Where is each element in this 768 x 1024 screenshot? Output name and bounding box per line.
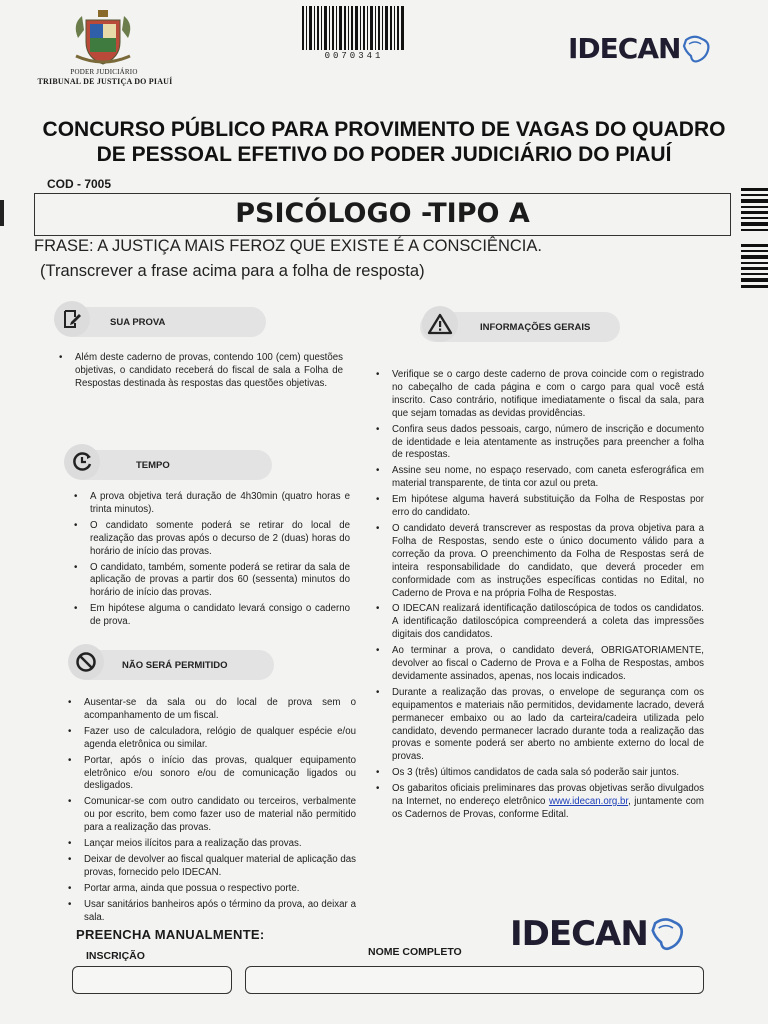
list-item: • Os 3 (três) últimos candidatos de cada sala só poderão sair juntos. bbox=[376, 767, 704, 780]
margin-mark bbox=[0, 200, 4, 226]
phrase-instruction: (Transcrever a frase acima para a folha de resposta) bbox=[40, 262, 425, 280]
nao-sera-permitido-list bbox=[68, 697, 356, 928]
section-header-tempo bbox=[70, 450, 272, 480]
barcode-icon bbox=[300, 6, 408, 50]
section-header-informacoes-gerais bbox=[420, 312, 620, 342]
list-item: • Portar arma, ainda que possua o respectivo porte. bbox=[68, 883, 356, 896]
list-item: • Além deste caderno de provas, contendo 100 (cem) questões objetivas, o candidato receberá do fiscal de sala a Folha de Respostas destinada às respostas das questões objetivas. bbox=[59, 352, 343, 391]
section-label: TEMPO bbox=[136, 460, 170, 471]
prohibited-icon bbox=[68, 644, 104, 680]
idecan-website-link[interactable]: www.idecan.org.br bbox=[548, 796, 629, 808]
warning-icon bbox=[422, 306, 458, 342]
list-item: • Lançar meios ilícitos para a realização das provas. bbox=[68, 838, 356, 851]
section-header-nao-sera-permitido bbox=[74, 650, 274, 680]
brazil-map-icon bbox=[648, 916, 686, 952]
list-item: • O IDECAN realizará identificação datiloscópica de todos os candidatos. A identificação datiloscópica compreenderá a coleta das impressões digitais dos candidatos. bbox=[376, 603, 704, 642]
coat-of-arms-icon bbox=[68, 8, 138, 68]
edit-icon bbox=[54, 301, 90, 337]
item-text: Os gabaritos oficiais preliminares das provas objetivas serão divulgados na Internet, no endereço eletrônico bbox=[392, 783, 704, 808]
list-item: • Comunicar-se com outro candidato ou terceiros, verbalmente ou por escrito, bem como fazer uso de material não permitido para a realização das provas. bbox=[68, 796, 356, 835]
list-item: • Deixar de devolver ao fiscal qualquer material de aplicação das provas, fornecido pelo IDECAN. bbox=[68, 854, 356, 880]
list-item: • Ausentar-se da sala ou do local de prova sem o acompanhamento de um fiscal. bbox=[68, 697, 356, 723]
brazil-map-icon bbox=[680, 34, 712, 64]
idecan-logo-top bbox=[568, 32, 712, 65]
court-name-line1: PODER JUDICIÁRIO bbox=[70, 68, 138, 76]
logo-text: IDECAN bbox=[510, 914, 648, 954]
role-title: PSICÓLOGO -TIPO A bbox=[34, 193, 731, 236]
list-item: • Confira seus dados pessoais, cargo, número de inscrição e documento de identidade e leia atentamente as instruções para preencher a folha de respostas. bbox=[376, 424, 704, 463]
list-item: • Portar, após o início das provas, qualquer equipamento eletrônico e/ou sonoro e/ou de comunicação ligados ou desligados. bbox=[68, 755, 356, 794]
nome-completo-field[interactable] bbox=[245, 966, 704, 994]
inscricao-label: INSCRIÇÃO bbox=[86, 950, 145, 962]
list-item bbox=[376, 783, 704, 822]
list-item: • O candidato deverá transcrever as respostas da prova objetiva para a Folha de Respostas, sendo este o único documento válido para a correção da prova. O preenchimento da Folha de Respostas será de inteira responsabilidade do candidato, que deverá proceder em conformidade com as instruções específicas contidas no Edital, no Caderno de Prova e na própria Folha de Respostas. bbox=[376, 523, 704, 600]
list-item: • Ao terminar a prova, o candidato deverá, OBRIGATORIAMENTE, devolver ao fiscal o Caderno de Prova e a Folha de Respostas, ambos devidamente assinados, apenas, nos locais indicados. bbox=[376, 645, 704, 684]
list-item: • Verifique se o cargo deste caderno de prova coincide com o registrado no cabeçalho de cada página e com o cargo para qual você está inscrito. Caso contrário, notifique imediatamente o fiscal da sala, para que sejam tomadas as devidas providências. bbox=[376, 369, 704, 421]
logo-text: IDECAN bbox=[568, 32, 681, 65]
barcode-number: 0070341 bbox=[324, 51, 384, 61]
court-name-line2: TRIBUNAL DE JUSTIÇA DO PIAUÍ bbox=[37, 77, 173, 86]
inscricao-field[interactable] bbox=[72, 966, 232, 994]
item-text: , juntamente com os Cadernos de Provas, conforme Edital. bbox=[392, 796, 704, 820]
sua-prova-list bbox=[59, 352, 343, 394]
nome-completo-label: NOME COMPLETO bbox=[368, 946, 462, 958]
side-barcode-icon bbox=[741, 188, 768, 290]
informacoes-gerais-list bbox=[376, 369, 704, 825]
section-label: SUA PROVA bbox=[110, 317, 166, 328]
phrase: FRASE: A JUSTIÇA MAIS FEROZ QUE EXISTE É A CONSCIÊNCIA. bbox=[34, 237, 542, 255]
list-item: • A prova objetiva terá duração de 4h30min (quatro horas e trinta minutos). bbox=[74, 491, 350, 517]
section-label: NÃO SERÁ PERMITIDO bbox=[122, 660, 228, 671]
list-item: • Em hipótese alguma haverá substituição da Folha de Respostas por erro do candidato. bbox=[376, 494, 704, 520]
list-item: • Usar sanitários banheiros após o término da prova, ao deixar a sala. bbox=[68, 899, 356, 925]
exam-title: CONCURSO PÚBLICO PARA PROVIMENTO DE VAGAS DO QUADRO DE PESSOAL EFETIVO DO PODER JUDICIÁRIO DO PIAUÍ bbox=[42, 118, 726, 166]
section-label: INFORMAÇÕES GERAIS bbox=[480, 322, 591, 333]
clock-icon bbox=[64, 444, 100, 480]
list-item: • O candidato somente poderá se retirar do local de realização das provas após o decurso de 2 (duas) horas do horário de início das provas. bbox=[74, 520, 350, 559]
list-item: • Durante a realização das provas, o envelope de segurança com os equipamentos e materiais não permitidos, devidamente lacrado, deverá permanecer embaixo ou ao lado da carteira/cadeira utilizada pelo candidato, devendo permanecer lacrado durante toda a realização das provas e somente poderá ser aberto no ambiente externo do local de provas. bbox=[376, 687, 704, 764]
list-item: • O candidato, também, somente poderá se retirar da sala de aplicação de provas a partir dos 60 (sessenta) minutos do horário de início das provas. bbox=[74, 562, 350, 601]
court-name bbox=[37, 68, 173, 86]
fill-manually-label: PREENCHA MANUALMENTE: bbox=[76, 927, 265, 942]
section-header-sua-prova bbox=[62, 307, 266, 337]
tempo-list bbox=[74, 491, 350, 632]
exam-code: COD - 7005 bbox=[47, 177, 112, 191]
list-item: • Fazer uso de calculadora, relógio de qualquer espécie e/ou agenda eletrônica ou similar. bbox=[68, 726, 356, 752]
list-item: • Em hipótese alguma o candidato levará consigo o caderno de prova. bbox=[74, 603, 350, 629]
idecan-logo-bottom bbox=[510, 914, 686, 954]
list-item: • Assine seu nome, no espaço reservado, com caneta esferográfica em material transparente, de tinta cor azul ou preta. bbox=[376, 465, 704, 491]
